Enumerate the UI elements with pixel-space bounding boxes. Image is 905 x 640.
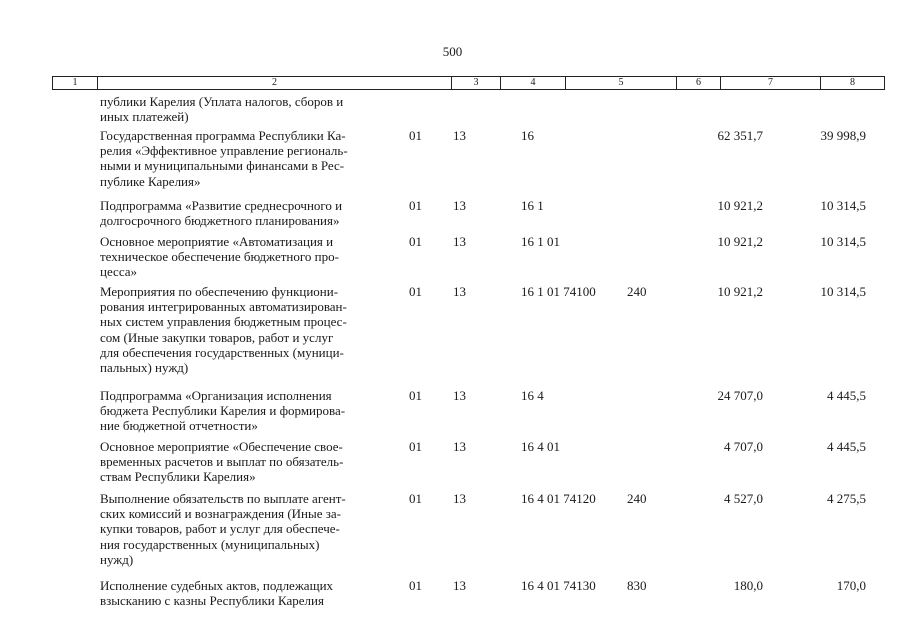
row-subsection-code: 13	[453, 234, 466, 249]
row-amount-col7: 10 921,2	[717, 198, 763, 213]
row-section-code: 01	[409, 578, 422, 593]
row-amount-col8: 170,0	[836, 578, 866, 593]
row-target-code: 16 1	[521, 198, 544, 213]
row-amount-col8: 10 314,5	[820, 234, 866, 249]
row-description: Государственная программа Республики Ка- релия «Эффективное управление региональ- ными и муниципальными финансами в Рес- публике Карелия»	[100, 128, 348, 189]
row-amount-col8: 10 314,5	[820, 198, 866, 213]
row-section-code: 01	[409, 491, 422, 506]
row-subsection-code: 13	[453, 284, 466, 299]
row-description: Основное мероприятие «Автоматизация и техническое обеспечение бюджетного про- цесса»	[100, 234, 339, 280]
header-cell-2: 2	[97, 77, 451, 89]
row-description: Исполнение судебных актов, подлежащих взысканию с казны Республики Карелия	[100, 578, 334, 609]
row-amount-col7: 10 921,2	[717, 284, 763, 299]
column-number-header	[52, 76, 885, 90]
row-description: Выполнение обязательств по выплате агент- ских комиссий и вознаграждения (Иные за- купки товаров, работ и услуг для обеспече- ния государственных (муниципальных) нужд)	[100, 491, 346, 567]
row-amount-col8: 4 445,5	[827, 439, 866, 454]
header-cell-3: 3	[451, 77, 500, 89]
row-amount-col8: 39 998,9	[820, 128, 866, 143]
row-section-code: 01	[409, 284, 422, 299]
row-expense-type: 830	[627, 578, 647, 593]
row-target-code: 16	[521, 128, 534, 143]
row-amount-col8: 10 314,5	[820, 284, 866, 299]
row-amount-col7: 4 527,0	[724, 491, 763, 506]
row-target-code: 16 4 01 74130	[521, 578, 596, 593]
row-section-code: 01	[409, 388, 422, 403]
row-description: Основное мероприятие «Обеспечение свое- временных расчетов и выплат по обязатель- ствам Республики Карелия»	[100, 439, 344, 485]
row-description: публики Карелия (Уплата налогов, сборов и иных платежей)	[100, 94, 344, 125]
row-subsection-code: 13	[453, 491, 466, 506]
row-section-code: 01	[409, 198, 422, 213]
row-expense-type: 240	[627, 284, 647, 299]
row-section-code: 01	[409, 234, 422, 249]
row-expense-type: 240	[627, 491, 647, 506]
row-subsection-code: 13	[453, 578, 466, 593]
row-target-code: 16 1 01 74100	[521, 284, 596, 299]
row-description: Подпрограмма «Развитие среднесрочного и долгосрочного бюджетного планирования»	[100, 198, 343, 229]
page-number: 500	[442, 44, 463, 59]
row-subsection-code: 13	[453, 439, 466, 454]
row-target-code: 16 4	[521, 388, 544, 403]
header-cell-5: 5	[565, 77, 676, 89]
row-subsection-code: 13	[453, 388, 466, 403]
row-amount-col7: 180,0	[733, 578, 763, 593]
row-description: Мероприятия по обеспечению функциони- рования интегрированных автоматизирован- ных систем управления бюджетным процес- сом (Иные закупки товаров, работ и услуг для обеспечения государственных (муници- пальных) нужд)	[100, 284, 347, 376]
row-target-code: 16 1 01	[521, 234, 560, 249]
row-amount-col7: 24 707,0	[717, 388, 763, 403]
header-cell-1: 1	[72, 77, 78, 88]
row-description: Подпрограмма «Организация исполнения бюджета Республики Карелия и формирова- ние бюджетной отчетности»	[100, 388, 346, 434]
row-target-code: 16 4 01	[521, 439, 560, 454]
row-amount-col8: 4 275,5	[827, 491, 866, 506]
row-amount-col8: 4 445,5	[827, 388, 866, 403]
row-amount-col7: 62 351,7	[717, 128, 763, 143]
row-section-code: 01	[409, 439, 422, 454]
row-amount-col7: 4 707,0	[724, 439, 763, 454]
row-subsection-code: 13	[453, 128, 466, 143]
header-cell-8: 8	[820, 77, 884, 89]
header-cell-6: 6	[676, 77, 720, 89]
row-section-code: 01	[409, 128, 422, 143]
row-subsection-code: 13	[453, 198, 466, 213]
header-cell-7: 7	[720, 77, 820, 89]
row-amount-col7: 10 921,2	[717, 234, 763, 249]
row-target-code: 16 4 01 74120	[521, 491, 596, 506]
header-cell-4: 4	[500, 77, 565, 89]
